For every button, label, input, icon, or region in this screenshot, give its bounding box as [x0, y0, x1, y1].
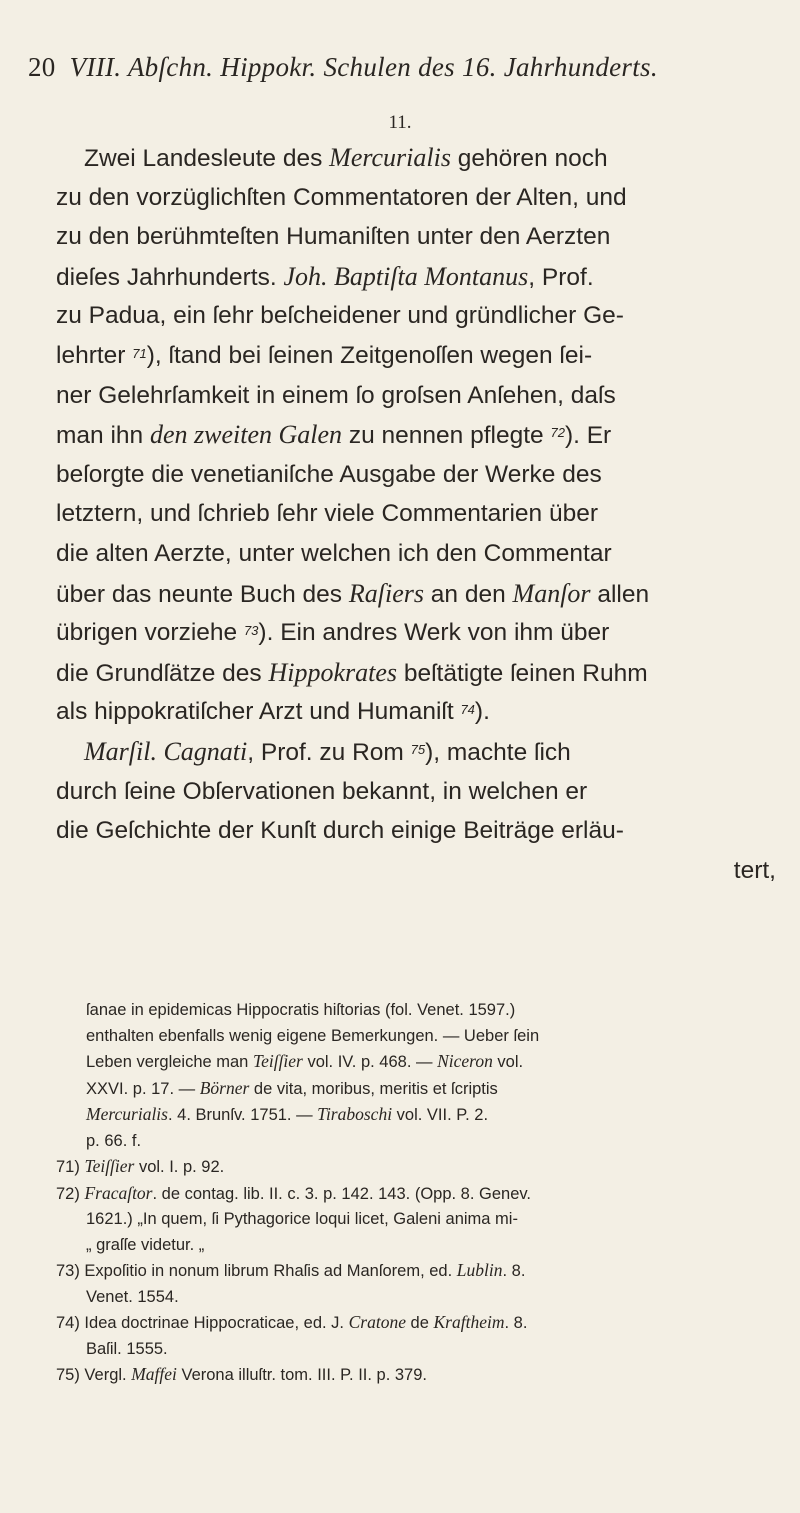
italic-run: Marſil. Cagnati: [84, 736, 248, 766]
footnote-line: [56, 1024, 766, 1050]
text-run: Baſil. 1555.: [86, 1339, 168, 1358]
section-number: 11.: [388, 112, 412, 133]
footnote: [56, 1181, 766, 1259]
footnote-line: [56, 998, 766, 1024]
text-run: als hippokratiſcher Arzt und Humaniſt: [56, 698, 461, 726]
text-run: p. 66. f.: [86, 1131, 142, 1150]
text-run: ). Ein andres Werk von ihm über: [258, 619, 610, 647]
footnote: [56, 1362, 766, 1389]
text-line: [56, 376, 796, 416]
text-line: [56, 257, 796, 297]
text-run: ner Gelehrſamkeit in einem ſo groſsen Anſehen, daſs: [56, 381, 616, 409]
text-run: tert,: [733, 856, 776, 884]
text-run: 74) Idea doctrinae Hippocraticae, ed. J.: [56, 1314, 349, 1332]
text-run: vol. IV. p. 468. —: [302, 1053, 438, 1071]
text-run: enthalten ebenfalls wenig eigene Bemerkungen. — Ueber ſein: [86, 1026, 540, 1045]
footnote-ref: 73: [243, 623, 259, 639]
text-run: , Prof.: [528, 263, 594, 291]
text-run: man ihn: [56, 422, 150, 450]
footnote: [56, 1258, 766, 1310]
footnotes: [56, 998, 766, 1389]
italic-run: Tiraboschi: [317, 1104, 393, 1124]
text-run: de vita, moribus, meritis et ſcriptis: [249, 1079, 498, 1098]
text-run: die Grundſätze des: [56, 659, 269, 687]
text-run: 72): [56, 1184, 85, 1203]
text-line: [56, 296, 796, 336]
text-run: de: [405, 1314, 434, 1332]
text-line: [56, 455, 796, 495]
italic-run: Maffei: [131, 1364, 177, 1384]
text-line: [56, 851, 796, 891]
text-line: [56, 732, 796, 772]
text-run: vol. I. p. 92.: [134, 1158, 225, 1176]
footnote-line: [56, 1076, 766, 1103]
footnote-ref: 72: [550, 425, 565, 441]
page-number: 20: [28, 52, 56, 82]
text-line: [56, 534, 796, 574]
text-run: lehrter: [56, 341, 133, 369]
text-run: zu nennen pflegte: [342, 422, 551, 450]
text-line: [56, 574, 796, 614]
text-run: beſorgte die venetianiſche Ausgabe der Werke des: [56, 460, 602, 488]
text-line: [56, 415, 796, 455]
text-run: Verona illuſtr. tom. III. P. II. p. 379.: [176, 1366, 427, 1384]
text-run: letztern, und ſchrieb ſehr viele Commentarien über: [56, 500, 598, 528]
footnote-line: [56, 1258, 766, 1285]
text-run: ), ſtand bei ſeinen Zeitgenoſſen wegen ſei-: [146, 341, 593, 369]
text-run: „ graſſe videtur. „: [86, 1235, 205, 1254]
italic-run: Mercurialis: [329, 143, 451, 172]
italic-run: Kraftheim: [433, 1312, 505, 1332]
text-run: an den: [423, 580, 513, 608]
text-run: ſanae in epidemicas Hippocratis hiſtorias (fol. Venet. 1597.): [86, 1001, 516, 1019]
italic-run: Hippokrates: [268, 657, 398, 687]
text-run: vol. VII. P. 2.: [392, 1106, 489, 1124]
italic-run: Cratone: [348, 1312, 406, 1332]
italic-run: Fracaſtor: [84, 1182, 153, 1203]
footnote-ref: 75: [410, 741, 426, 757]
italic-run: Niceron: [437, 1051, 493, 1071]
text-line: [56, 613, 796, 653]
footnote-line: [56, 1102, 766, 1129]
footnote-line: [56, 1049, 766, 1076]
text-run: beſtätigte ſeinen Ruhm: [397, 659, 648, 687]
footnote-line: [56, 1310, 766, 1337]
text-run: die alten Aerzte, unter welchen ich den Commentar: [56, 539, 612, 567]
italic-run: Manſor: [512, 578, 591, 608]
footnote-line: [56, 1207, 766, 1233]
footnote-ref: 74: [460, 702, 475, 718]
text-run: ). Er: [564, 422, 612, 450]
text-line: [56, 494, 796, 534]
italic-run: Mercurialis: [86, 1104, 168, 1124]
text-run: 75) Vergl.: [56, 1366, 132, 1384]
italic-run: den zweiten Galen: [149, 420, 343, 450]
text-run: , Prof. zu Rom: [247, 738, 411, 766]
footnote-line: [56, 1233, 766, 1259]
italic-run: Lublin: [456, 1260, 503, 1280]
footnote: [56, 1154, 766, 1181]
text-run: 73) Expoſitio in nonum librum Rhaſis ad Manſorem, ed.: [56, 1262, 457, 1280]
text-line: [56, 692, 796, 732]
running-title: VIII. Abſchn. Hippokr. Schulen des 16. Jahrhunderts.: [69, 52, 658, 82]
footnote: [56, 998, 766, 1154]
text-run: . de contag. lib. II. c. 3. p. 142. 143. (Opp. 8. Genev.: [152, 1184, 532, 1203]
text-run: allen: [590, 580, 650, 608]
text-line: [56, 653, 796, 693]
text-run: ).: [474, 698, 490, 726]
text-run: 71): [56, 1158, 85, 1176]
text-run: über das neunte Buch des: [56, 580, 349, 608]
main-text: [56, 138, 796, 890]
footnote-line: [56, 1181, 766, 1208]
text-run: Leben vergleiche man: [86, 1053, 253, 1071]
text-run: . 4. Brunſv. 1751. —: [167, 1106, 318, 1124]
running-header: [28, 52, 768, 83]
footnote-line: [56, 1337, 766, 1363]
text-run: . 8.: [504, 1314, 528, 1332]
text-run: zu den berühmteſten Humaniſten unter den Aerzten: [56, 223, 611, 251]
footnote-ref: 71: [132, 345, 147, 361]
text-run: die Geſchichte der Kunſt durch einige Beiträge erläu-: [56, 817, 624, 845]
text-run: ), machte ſich: [425, 738, 571, 766]
italic-run: Teiſſier: [84, 1156, 135, 1176]
italic-run: Raſiers: [348, 578, 424, 608]
text-line: [56, 138, 796, 178]
text-run: vol.: [492, 1053, 524, 1071]
text-run: zu den vorzüglichſten Commentatoren der Alten, und: [56, 183, 627, 211]
footnote-line: [56, 1362, 766, 1389]
text-run: Venet. 1554.: [86, 1287, 179, 1306]
italic-run: Joh. Baptiſta Montanus: [283, 261, 529, 291]
text-line: [56, 811, 796, 851]
text-run: gehören noch: [450, 145, 608, 172]
text-run: . 8.: [502, 1262, 526, 1280]
text-run: Zwei Landesleute des: [84, 145, 330, 172]
italic-run: Börner: [199, 1077, 250, 1098]
italic-run: Teiſſier: [252, 1051, 303, 1071]
footnote-line: [56, 1154, 766, 1181]
text-line: [56, 178, 796, 218]
text-run: zu Padua, ein ſehr beſcheidener und gründlicher Ge-: [56, 302, 624, 330]
text-line: [56, 336, 796, 376]
text-run: XXVI. p. 17. —: [86, 1079, 200, 1098]
footnote-line: [56, 1129, 766, 1155]
footnote-line: [56, 1285, 766, 1311]
text-run: übrigen vorziehe: [56, 619, 244, 647]
text-line: [56, 217, 796, 257]
text-run: durch ſeine Obſervationen bekannt, in welchen er: [56, 777, 588, 805]
text-run: 1621.) „In quem, ſi Pythagorice loqui licet, Galeni anima mi-: [86, 1210, 518, 1228]
text-line: [56, 772, 796, 812]
footnote: [56, 1310, 766, 1362]
text-run: dieſes Jahrhunderts.: [56, 263, 284, 291]
